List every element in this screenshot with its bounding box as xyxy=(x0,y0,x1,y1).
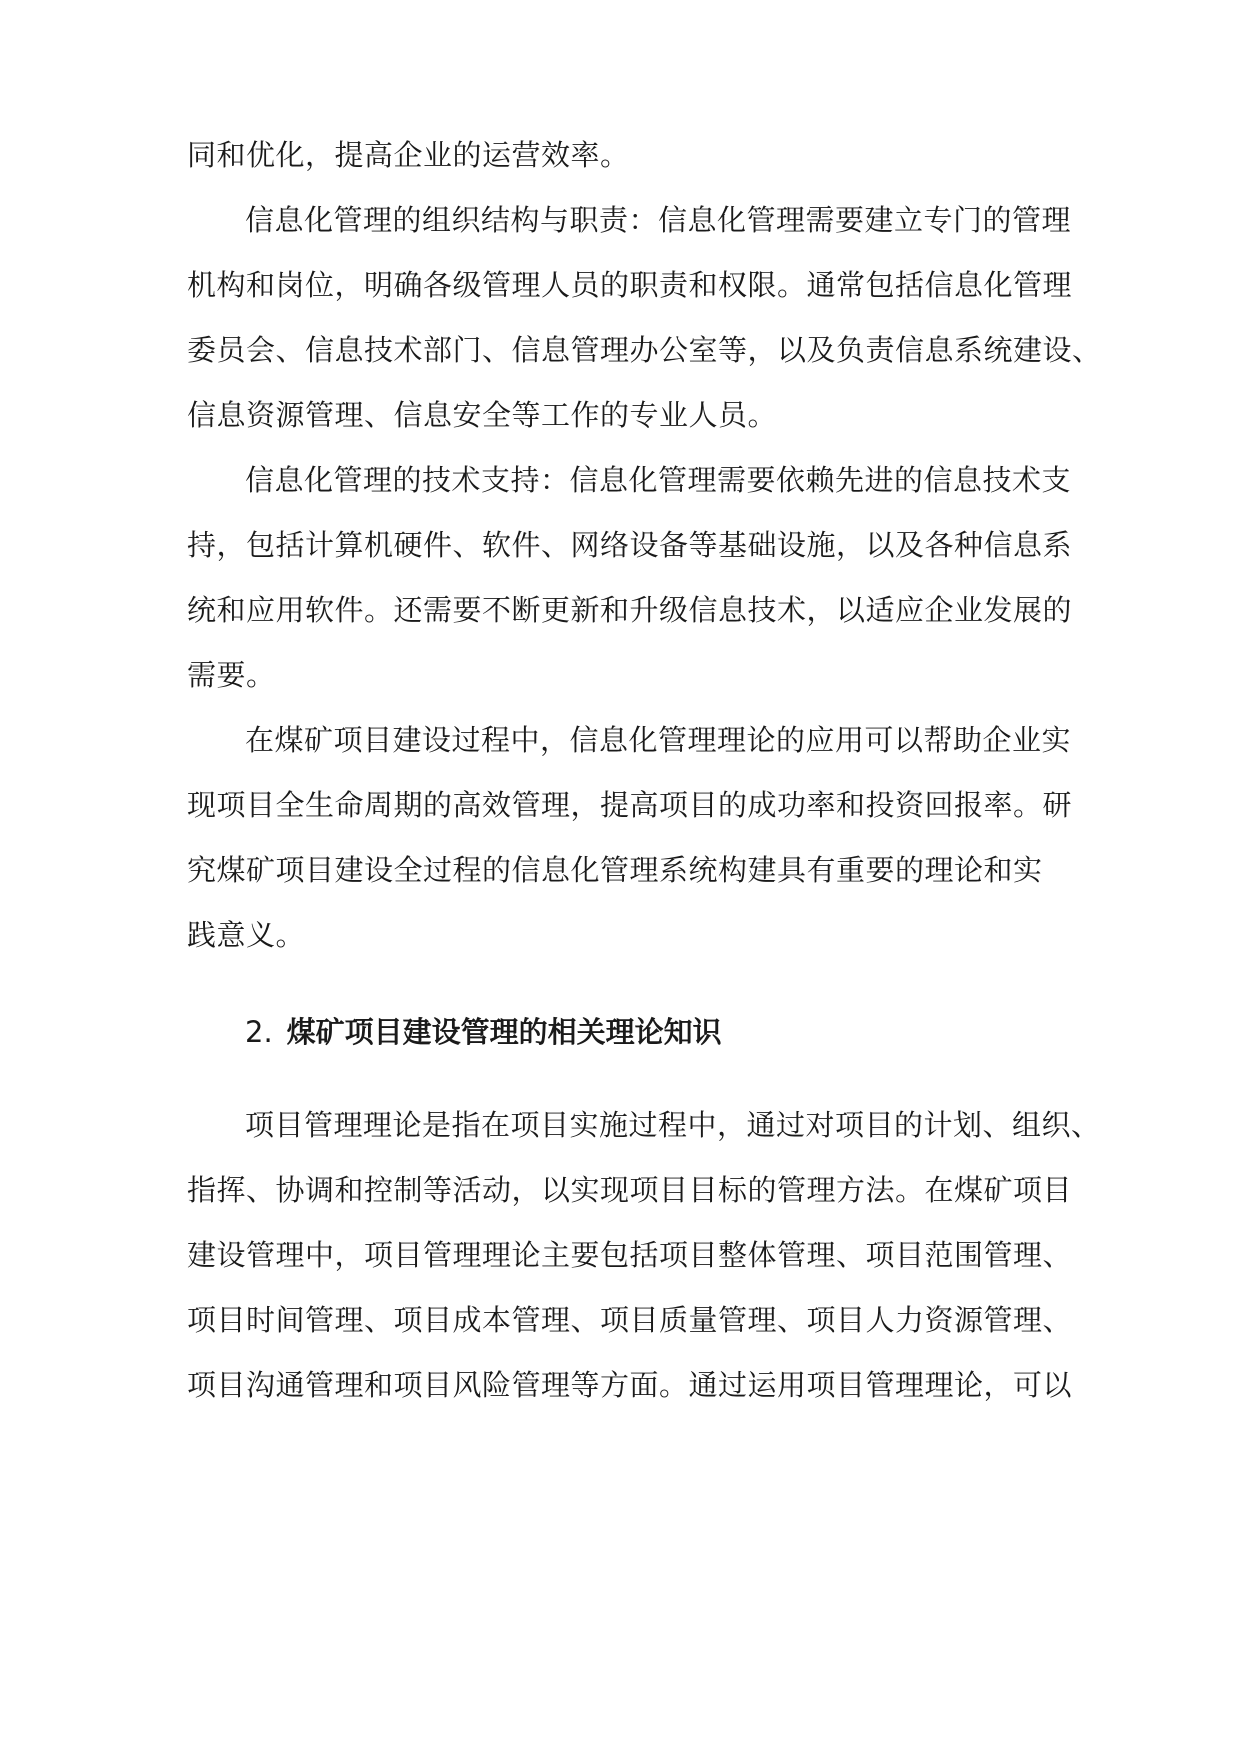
text-line: 需要。 xyxy=(187,658,276,692)
text-line: 统和应用软件。还需要不断更新和升级信息技术，以适应企业发展的 xyxy=(187,593,1073,627)
text-line: 项目时间管理、项目成本管理、项目质量管理、项目人力资源管理、 xyxy=(187,1303,1073,1337)
text-line: 信息化管理的组织结构与职责：信息化管理需要建立专门的管理 xyxy=(245,203,1072,237)
text-line: 同和优化，提高企业的运营效率。 xyxy=(187,138,630,172)
paragraph-tech-support xyxy=(187,448,1073,708)
text-line: 信息资源管理、信息安全等工作的专业人员。 xyxy=(187,398,778,432)
paragraph-continuation xyxy=(187,123,1059,188)
text-line: 机构和岗位，明确各级管理人员的职责和权限。通常包括信息化管理 xyxy=(187,268,1073,302)
text-line: 项目沟通管理和项目风险管理等方面。通过运用项目管理理论，可以 xyxy=(187,1368,1073,1402)
section-title: 煤矿项目建设管理的相关理论知识 xyxy=(286,1015,722,1049)
text-line: 项目管理理论是指在项目实施过程中，通过对项目的计划、组织、 xyxy=(245,1108,1101,1142)
section-heading xyxy=(245,1000,722,1065)
text-line: 践意义。 xyxy=(187,918,306,952)
text-line: 信息化管理的技术支持：信息化管理需要依赖先进的信息技术支 xyxy=(245,463,1072,497)
text-line: 在煤矿项目建设过程中，信息化管理理论的应用可以帮助企业实 xyxy=(245,723,1072,757)
paragraph-coal-mine-application xyxy=(187,708,1073,968)
text-line: 建设管理中，项目管理理论主要包括项目整体管理、项目范围管理、 xyxy=(187,1238,1073,1272)
paragraph-project-management-theory xyxy=(187,1093,1101,1418)
paragraph-org-structure xyxy=(187,188,1102,448)
text-line: 究煤矿项目建设全过程的信息化管理系统构建具有重要的理论和实 xyxy=(187,853,1043,887)
text-line: 持，包括计算机硬件、软件、网络设备等基础设施，以及各种信息系 xyxy=(187,528,1073,562)
text-line: 指挥、协调和控制等活动，以实现项目目标的管理方法。在煤矿项目 xyxy=(187,1173,1073,1207)
section-number: 2. xyxy=(245,1015,273,1049)
text-line: 现项目全生命周期的高效管理，提高项目的成功率和投资回报率。研 xyxy=(187,788,1073,822)
text-line: 委员会、信息技术部门、信息管理办公室等，以及负责信息系统建设、 xyxy=(187,333,1102,367)
